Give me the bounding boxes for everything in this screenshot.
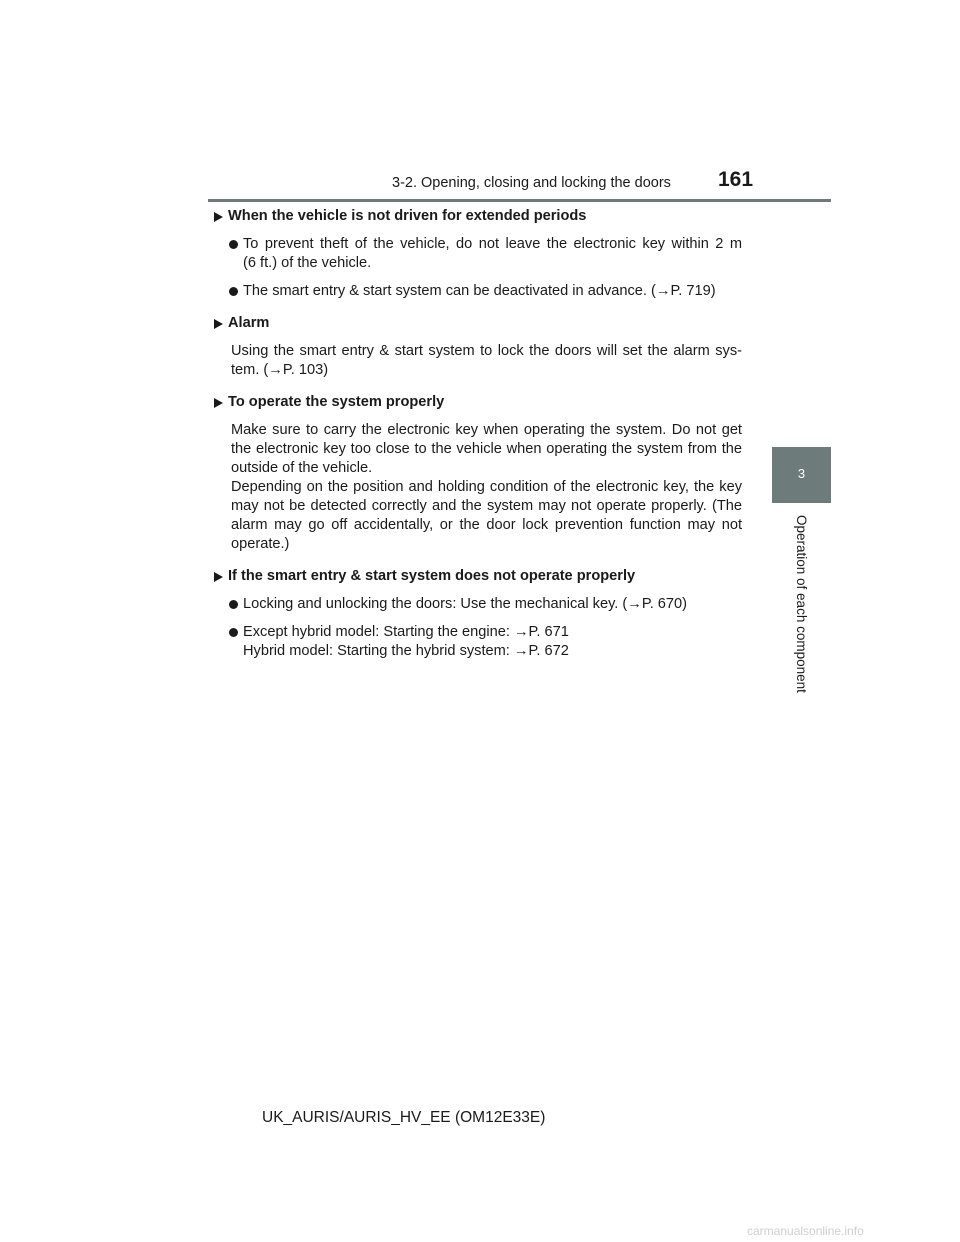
- section-not-operate: [212, 567, 742, 661]
- document-code: UK_AURIS/AURIS_HV_EE (OM12E33E): [262, 1109, 546, 1126]
- text-line: operate.): [231, 536, 290, 552]
- watermark: carmanualsonline.info: [747, 1224, 864, 1238]
- section-heading: [212, 314, 742, 333]
- round-bullet-icon: [229, 628, 238, 637]
- text-line: alarm may go off accidentally, or the door lock prevention function may not: [231, 517, 742, 533]
- text-line: Hybrid model: Starting the hybrid system: →P. 672: [243, 643, 569, 659]
- page-content: [212, 207, 742, 674]
- section-title: 3-2. Opening, closing and locking the doors: [392, 175, 671, 191]
- text-line: outside of the vehicle.: [231, 460, 373, 476]
- section-heading: [212, 393, 742, 412]
- text-line: To prevent theft of the vehicle, do not leave the electronic key within 2 m: [243, 236, 742, 252]
- chapter-number: 3: [797, 466, 806, 481]
- round-bullet-icon: [229, 287, 238, 296]
- page-number: 161: [718, 168, 754, 191]
- section-alarm: [212, 314, 742, 380]
- text-line: Depending on the position and holding condition of the electronic key, the key: [231, 479, 742, 495]
- round-bullet-icon: [229, 600, 238, 609]
- section-heading: [212, 567, 742, 586]
- heading-text: When the vehicle is not driven for extended periods: [228, 208, 587, 224]
- text-line: tem. (→P. 103): [231, 362, 329, 378]
- text-line: Locking and unlocking the doors: Use the mechanical key. (→P. 670): [243, 596, 688, 612]
- text-line: Using the smart entry & start system to lock the doors will set the alarm sys-: [231, 343, 742, 359]
- section-operate-properly: [212, 393, 742, 554]
- text-line: (6 ft.) of the vehicle.: [243, 255, 372, 271]
- text-line: may not be detected correctly and the system may not operate properly. (The: [231, 498, 742, 514]
- text-line: The smart entry & start system can be deactivated in advance. (→P. 719): [243, 283, 716, 299]
- round-bullet-icon: [229, 240, 238, 249]
- triangle-bullet-icon: [214, 572, 223, 582]
- list-item: [212, 595, 742, 614]
- chapter-tab: [772, 447, 831, 503]
- list-item: [212, 623, 742, 661]
- triangle-bullet-icon: [214, 398, 223, 408]
- page-header: [0, 0, 960, 202]
- list-item: [212, 282, 742, 301]
- header-rule: [208, 199, 831, 202]
- text-line: Make sure to carry the electronic key when operating the system. Do not get: [231, 422, 742, 438]
- heading-text: Alarm: [228, 315, 270, 331]
- text-line: the electronic key too close to the vehicle when operating the system from the: [231, 441, 742, 457]
- paragraph: [212, 342, 742, 380]
- list-item: [212, 235, 742, 273]
- section-heading: [212, 207, 742, 226]
- paragraph: [212, 421, 742, 554]
- chapter-label-text: Operation of each component: [794, 515, 809, 693]
- triangle-bullet-icon: [214, 319, 223, 329]
- heading-text: If the smart entry & start system does not operate properly: [228, 568, 636, 584]
- section-extended-periods: [212, 207, 742, 301]
- heading-text: To operate the system properly: [228, 394, 445, 410]
- chapter-label: [792, 515, 810, 700]
- text-line: Except hybrid model: Starting the engine: →P. 671: [243, 624, 569, 640]
- triangle-bullet-icon: [214, 212, 223, 222]
